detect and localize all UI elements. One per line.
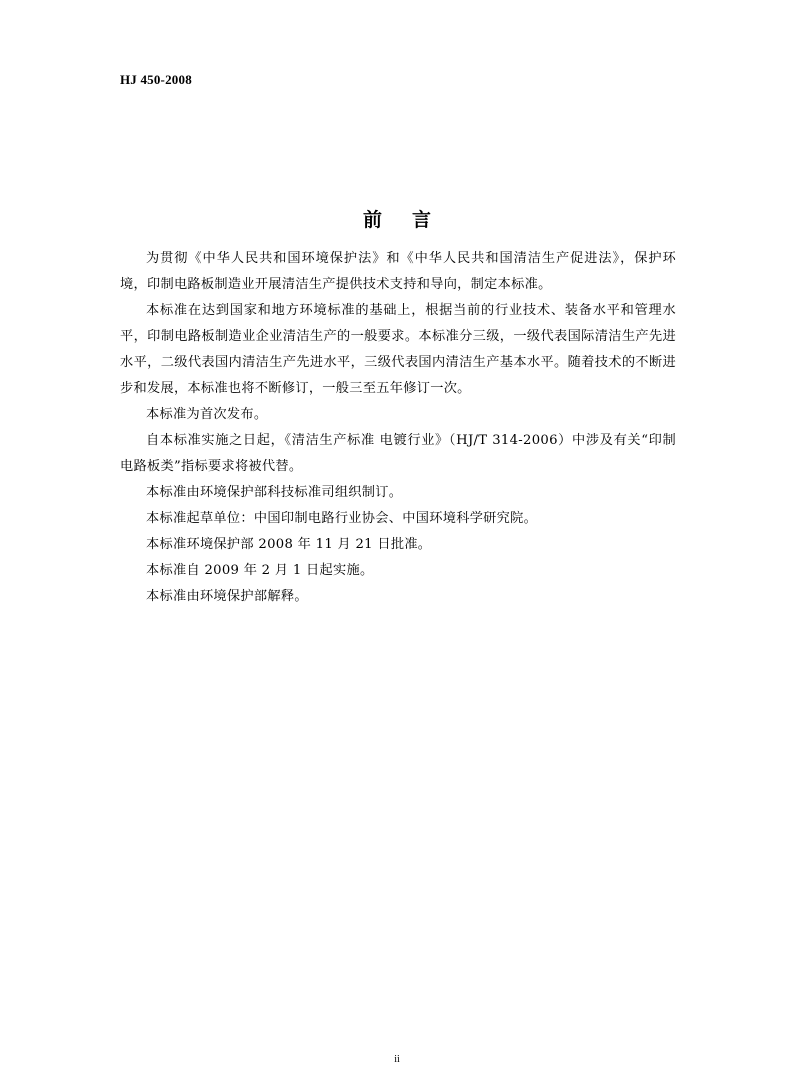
paragraph-drafting-units: 本标准起草单位：中国印制电路行业协会、中国环境科学研究院。 bbox=[146, 511, 538, 526]
standard-code: HJ 450-2008 bbox=[120, 72, 192, 87]
paragraph-organizer: 本标准由环境保护部科技标准司组织制订。 bbox=[146, 485, 403, 500]
page-number: ii bbox=[394, 1054, 400, 1065]
paragraph-replacement: 自本标准实施之日起，《清洁生产标准 电镀行业》（HJ/T 314-2006）中涉及有关“印制电路板类”指标要求将被代替。 bbox=[120, 433, 676, 474]
paragraph-purpose: 为贯彻《中华人民共和国环境保护法》和《中华人民共和国清洁生产促进法》，保护环境，印制电路板制造业开展清洁生产提供技术支持和导向，制定本标准。 bbox=[120, 251, 676, 292]
paragraph-scope: 本标准在达到国家和地方环境标准的基础上，根据当前的行业技术、装备水平和管理水平，印制电路板制造业企业清洁生产的一般要求。本标准分三级，一级代表国际清洁生产先进水平，二级代表国内清洁生产先进水平，三级代表国内清洁生产基本水平。随着技术的不断进步和发展，本标准也将不断修订，一般三至五年修订一次。 bbox=[120, 303, 676, 396]
paragraph-approval-date: 本标准环境保护部 2008 年 11 月 21 日批准。 bbox=[146, 537, 432, 552]
paragraph-interpretation: 本标准由环境保护部解释。 bbox=[146, 589, 308, 604]
preface-body bbox=[120, 246, 676, 610]
paragraph-first-release: 本标准为首次发布。 bbox=[146, 407, 268, 422]
paragraph-effective-date: 本标准自 2009 年 2 月 1 日起实施。 bbox=[146, 563, 374, 578]
page-title: 前言 bbox=[362, 209, 461, 231]
